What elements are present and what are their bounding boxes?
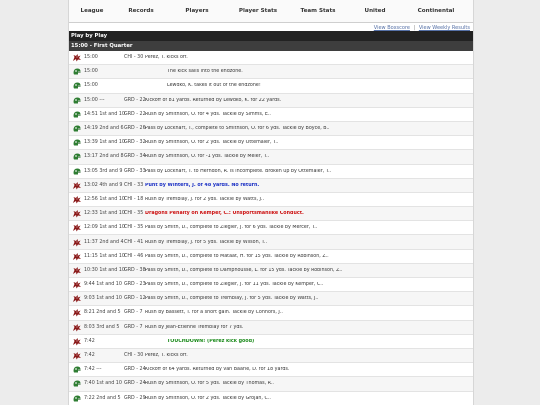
play-row <box>69 278 473 292</box>
play-time-down: 13:05 3rd and 9 <box>84 168 123 174</box>
chi-team-logo-icon <box>69 323 84 332</box>
chi-team-logo-icon <box>69 209 84 218</box>
play-time-down: 13:02 4th and 9 <box>84 182 123 188</box>
chi-team-logo-icon <box>69 337 84 346</box>
nav-players[interactable]: Players <box>185 8 209 14</box>
grd-team-logo-icon <box>69 379 84 388</box>
chi-team-logo-icon <box>69 308 84 317</box>
grd-team-logo-icon <box>69 152 84 161</box>
play-field-position: GRD - 22 <box>124 111 146 117</box>
play-field-position: GRD - 33 <box>124 168 146 174</box>
play-time-down: 8:03 3rd and 5 <box>84 324 120 330</box>
grd-team-logo-icon <box>69 67 84 76</box>
play-row <box>69 221 473 235</box>
page-container <box>68 0 474 405</box>
chi-team-logo-icon <box>69 238 84 247</box>
view-weekly-results-link[interactable]: View Weekly Results <box>418 25 470 31</box>
link-separator: | <box>413 25 416 31</box>
play-field-position: GRD - 22 <box>124 97 146 103</box>
chi-team-logo-icon <box>69 252 84 261</box>
play-field-position: CHI - 18 <box>124 196 144 202</box>
play-row <box>69 79 473 93</box>
nav-continental[interactable]: Continental <box>417 8 455 14</box>
top-navigation <box>69 0 473 23</box>
play-time-down: 12:56 1st and 10 <box>84 196 125 202</box>
play-time-down: 15:00 --- <box>84 97 105 103</box>
play-description: Rush by Smithson, O. for 5 yds. Tackle by Thomas, R.. <box>145 381 274 387</box>
play-time-down: 15:00 <box>84 83 98 89</box>
play-time-down: 11:15 1st and 10 <box>84 253 125 259</box>
grd-team-logo-icon <box>69 81 84 90</box>
grd-team-logo-icon <box>69 167 84 176</box>
play-row <box>69 392 473 405</box>
play-row <box>69 363 473 377</box>
grd-team-logo-icon <box>69 365 84 374</box>
play-row <box>69 108 473 122</box>
nav-united[interactable]: United <box>364 8 386 14</box>
play-time-down: 12:33 1st and 10 <box>84 211 125 217</box>
play-row <box>69 377 473 391</box>
play-description: Pass by Lockhart, T., complete to Smithson, O. for 6 yds. Tackle by Boyce, B.. <box>145 126 330 132</box>
play-row <box>69 94 473 108</box>
play-description: Rush by Smithson, O. for 2 yds. Tackle by Grojan, C.. <box>145 395 271 401</box>
play-description: Kickoff of 81 yards. Returned by Lewdko, K. for 22 yards. <box>145 97 282 103</box>
nav-team-stats[interactable]: Team Stats <box>300 8 336 14</box>
play-description: Pass by Lockhart, T. to Herndon, R. is incomplete. Broken up by Ottemaier, T.. <box>145 168 332 174</box>
play-field-position: GRD - 29 <box>124 395 146 401</box>
play-time-down: 12:09 1st and 10 <box>84 225 125 231</box>
chi-team-logo-icon <box>69 266 84 275</box>
grd-team-logo-icon <box>69 138 84 147</box>
play-description: Pass by Smith, D., complete to Ziegler, J. for 6 yds. Tackle by Mercer, T.. <box>145 225 318 231</box>
play-field-position: CHI - 33 <box>124 182 144 188</box>
play-time-down: 15:00 <box>84 55 98 61</box>
play-field-position: GRD - 24 <box>124 381 146 387</box>
play-field-position: CHI - 30 <box>124 55 144 61</box>
chi-team-logo-icon <box>69 53 84 62</box>
play-description: Rush by Smithson, O. for 4 yds. Tackle by Simms, E.. <box>145 111 271 117</box>
play-row <box>69 193 473 207</box>
nav-player-stats[interactable]: Player Stats <box>238 8 278 14</box>
play-field-position: CHI - 41 <box>124 239 144 245</box>
play-row <box>69 51 473 65</box>
play-field-position: GRD - 32 <box>124 140 146 146</box>
play-time-down: 15:00 <box>84 69 98 75</box>
play-row <box>69 349 473 363</box>
play-row <box>69 122 473 136</box>
play-field-position: GRD - 23 <box>124 282 146 288</box>
play-description: Pass by Smith, D., complete to Mataat, H. for 15 yds. Tackle by Robinson, Z.. <box>145 253 329 259</box>
play-field-position: GRD - 24 <box>124 367 146 373</box>
grd-team-logo-icon <box>69 110 84 119</box>
chi-team-logo-icon <box>69 294 84 303</box>
grd-team-logo-icon <box>69 394 84 403</box>
play-time-down: 7:42 <box>84 338 95 344</box>
play-time-down: 7:42 --- <box>84 367 102 373</box>
play-description: Rush by Bassett, T. for a short gain. Tackle by Connors, J.. <box>145 310 283 316</box>
play-description: Lewdko, K. takes it out of the endzone! <box>167 83 261 89</box>
play-description: Rush by Smithson, O. for 2 yds. Tackle by Ottemaier, T.. <box>145 140 279 146</box>
play-time-down: 13:39 1st and 10 <box>84 140 125 146</box>
play-row <box>69 165 473 179</box>
play-row <box>69 292 473 306</box>
play-row <box>69 335 473 349</box>
play-time-down: 9:03 1st and 10 <box>84 296 122 302</box>
play-description: Rush by Tremblay, J. for 2 yds. Tackle by Watts, J.. <box>145 196 265 202</box>
chi-team-logo-icon <box>69 280 84 289</box>
play-field-position: CHI - 35 <box>124 225 144 231</box>
nav-records[interactable]: Records <box>128 8 154 14</box>
play-description: Punt by Winters, J. of 48 yards. No return. <box>145 182 260 188</box>
play-description: Kickoff of 64 yards. Returned by van Baarle, D. for 18 yards. <box>145 367 290 373</box>
play-description: Pass by Smith, D., complete to Ziegler, J. for 11 yds. Tackle by Kemper, C.. <box>145 282 324 288</box>
play-by-play-header: Play by Play <box>69 31 473 41</box>
play-time-down: 14:51 1st and 10 <box>84 111 125 117</box>
play-description: TOUCHDOWN! (Perez kick good) <box>167 338 255 344</box>
nav-league[interactable]: League <box>80 8 104 14</box>
quarter-header: 15:00 - First Quarter <box>69 41 473 51</box>
play-description: Dragons Penalty on Kemper, C.: Unsportsmanlike Conduct. <box>145 211 304 217</box>
play-field-position: GRD - 12 <box>124 296 146 302</box>
play-row <box>69 179 473 193</box>
play-description: Pass by Smith, D., complete to Damphousse, L. for 15 yds. Tackle by Robinson, Z.. <box>145 267 343 273</box>
play-row <box>69 65 473 79</box>
play-row <box>69 207 473 221</box>
play-row <box>69 306 473 320</box>
grd-team-logo-icon <box>69 96 84 105</box>
play-description: Perez, T. kicks off. <box>145 55 188 61</box>
play-field-position: GRD - 38 <box>124 267 146 273</box>
view-boxscore-link[interactable]: View Boxscore <box>373 25 410 31</box>
play-description: Rush by Jean-Etienne Tremblay for 7 yds. <box>145 324 244 330</box>
play-time-down: 14:19 2nd and 6 <box>84 126 124 132</box>
chi-team-logo-icon <box>69 223 84 232</box>
play-field-position: GRD - 34 <box>124 154 146 160</box>
play-description: The kick sails into the endzone. <box>167 69 243 75</box>
play-field-position: GRD - 7 <box>124 324 143 330</box>
plays-list <box>69 51 473 405</box>
play-row <box>69 150 473 164</box>
play-field-position: GRD - 26 <box>124 126 146 132</box>
play-row <box>69 264 473 278</box>
play-description: Rush by Tremblay, J. for 5 yds. Tackle by Wilson, T.. <box>145 239 268 245</box>
play-time-down: 13:17 2nd and 8 <box>84 154 124 160</box>
play-row <box>69 321 473 335</box>
play-row <box>69 250 473 264</box>
play-field-position: CHI - 35 <box>124 211 144 217</box>
play-description: Pass by Smith, D., complete to Tremblay, J. for 5 yds. Tackle by Watts, J.. <box>145 296 319 302</box>
play-description: Perez, T. kicks off. <box>145 353 188 359</box>
play-time-down: 10:30 1st and 10 <box>84 267 125 273</box>
play-row <box>69 235 473 249</box>
play-time-down: 9:44 1st and 10 <box>84 282 122 288</box>
play-row <box>69 136 473 150</box>
play-time-down: 7:42 <box>84 353 95 359</box>
play-field-position: CHI - 30 <box>124 353 144 359</box>
chi-team-logo-icon <box>69 181 84 190</box>
play-time-down: 8:21 2nd and 5 <box>84 310 121 316</box>
play-description: Rush by Smithson, O. for -1 yds. Tackle by Meier, T.. <box>145 154 270 160</box>
play-field-position: GRD - 7 <box>124 310 143 316</box>
play-time-down: 11:37 2nd and 4 <box>84 239 124 245</box>
play-time-down: 7:22 2nd and 5 <box>84 395 121 401</box>
grd-team-logo-icon <box>69 124 84 133</box>
play-field-position: CHI - 46 <box>124 253 144 259</box>
chi-team-logo-icon <box>69 195 84 204</box>
chi-team-logo-icon <box>69 351 84 360</box>
play-time-down: 7:40 1st and 10 <box>84 381 122 387</box>
